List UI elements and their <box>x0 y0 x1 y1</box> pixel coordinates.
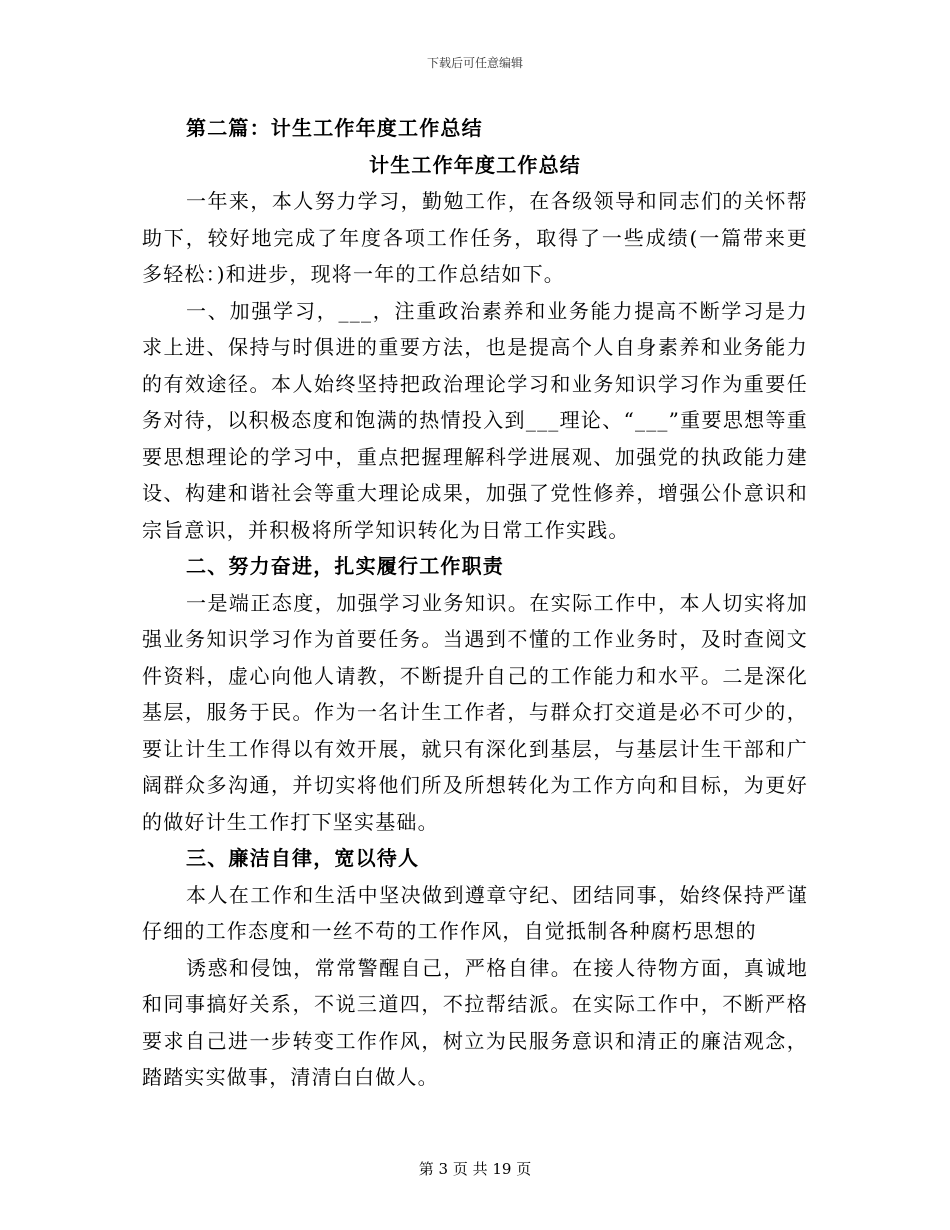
section2-heading: 二、努力奋进，扎实履行工作职责 <box>186 554 504 578</box>
section3-heading: 三、廉洁自律，宽以待人 <box>186 846 420 870</box>
header-note: 下载后可任意编辑 <box>426 56 523 70</box>
section3-body-part2: 诱惑和侵蚀，常常警醒自己，严格自律。在接人待物方面，真诚地和同事搞好关系，不说三道四，不拉帮结派。在实际工作中，不断严格要求自己进一步转变工作作风，树立为民服务意识和清正的廉洁观念，踏踏实实做事，清清白白做人。 <box>142 955 808 1089</box>
part-title: 第二篇：计生工作年度工作总结 <box>186 116 483 140</box>
document-body <box>142 110 808 1096</box>
section2-body: 一是端正态度，加强学习业务知识。在实际工作中，本人切实将加强业务知识学习作为首要任务。当遇到不懂的工作业务时，及时查阅文件资料，虚心向他人请教，不断提升自己的工作能力和水平。二是深化基层，服务于民。作为一名计生工作者，与群众打交道是必不可少的，要让计生工作得以有效开展，就只有深化到基层，与基层计生干部和广阔群众多沟通，并切实将他们所及所想转化为工作方向和目标，为更好的做好计生工作打下坚实基础。 <box>142 590 808 834</box>
paragraph-intro: 一年来，本人努力学习，勤勉工作，在各级领导和同志们的关怀帮助下，较好地完成了年度各项工作任务，取得了一些成绩(一篇带来更多轻松：)和进步，现将一年的工作总结如下。 <box>142 189 808 286</box>
document-title: 计生工作年度工作总结 <box>369 152 581 177</box>
page-number: 第 3 页 共 19 页 <box>418 1160 532 1178</box>
section3-body-part1: 本人在工作和生活中坚决做到遵章守纪、团结同事，始终保持严谨仔细的工作态度和一丝不苟的工作作风，自觉抵制各种腐朽思想的 <box>142 882 808 943</box>
paragraph-section1: 一、加强学习，___，注重政治素养和业务能力提高不断学习是力求上进、保持与时俱进的重要方法，也是提高个人自身素养和业务能力的有效途径。本人始终坚持把政治理论学习和业务知识学习作为重要任务对待，以积极态度和饱满的热情投入到___理论、“___”重要思想等重要思想理论的学习中，重点把握理解科学进展观、加强党的执政能力建设、构建和谐社会等重大理论成果，加强了党性修养，增强公仆意识和宗旨意识，并积极将所学知识转化为日常工作实践。 <box>142 298 808 542</box>
